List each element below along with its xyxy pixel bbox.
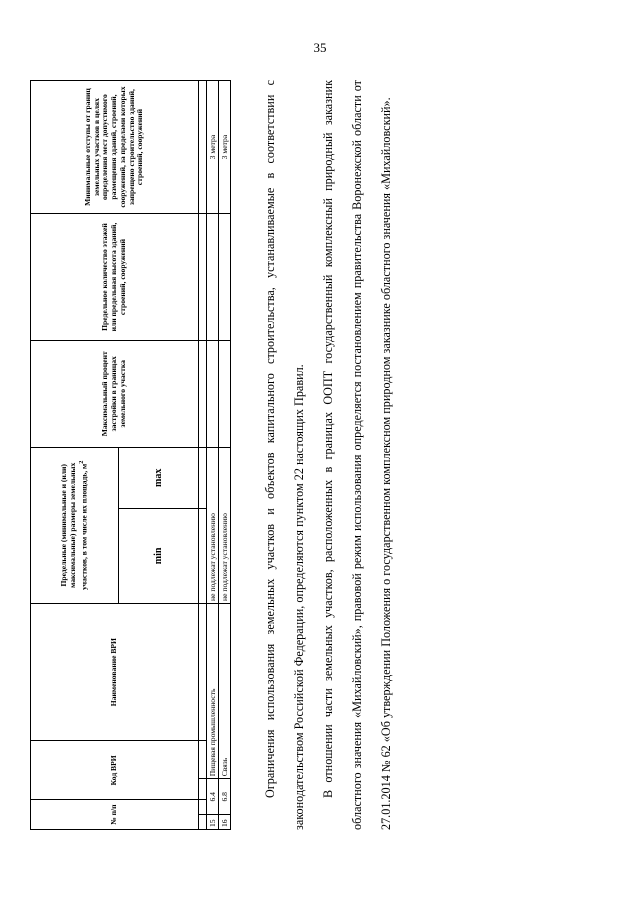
page-number: 35 (313, 40, 327, 55)
row-size: не подлежат установлению (219, 447, 231, 603)
row-floors (219, 214, 231, 341)
row-setback: 3 метра (207, 81, 219, 214)
row-setback: 3 метра (219, 81, 231, 214)
header-code: Код ВРИ (31, 741, 199, 800)
table-row (207, 81, 219, 830)
header-name: Наименование ВРИ (31, 603, 199, 740)
row-num: 15 (207, 815, 219, 830)
row-code: 6.4 (207, 779, 219, 815)
header-sizes (31, 447, 119, 603)
rotated-content (30, 65, 610, 875)
header-max: max (119, 447, 199, 508)
row-name: Пищевая промышленность (207, 603, 219, 778)
row-code: 6.8 (219, 779, 231, 815)
header-min: min (119, 508, 199, 603)
header-setbacks: Минимальные отступы от границ земельных участков в целях определения мест допустимого размещения зданий, строений, сооружений, за пределами которых запрещено строительство зданий, строений, сооружений (31, 81, 199, 214)
header-percent: Максимальный процент застройки в границах земельного участка (31, 340, 199, 447)
header-floors: Предельное количество этажей или предельная высота зданий, строений, сооружений (31, 214, 199, 341)
paragraph-reserve: В отношении части земельных участков, расположенных в границах ООПТ государственный комплексный природный заказник областного значения «Михайловский», правовой режим использования определяется постановлением правительства Воронежской области от 27.01.2014 № 62 «Об утверждении Положения о государственном комплексном природном заказнике областного значения «Михайловский». (321, 80, 393, 830)
header-sizes-text: Предельные (минимальные и (или) максимальные) размеры земельных участков, в том числе их площадь, м (59, 462, 89, 590)
row-num: 16 (219, 815, 231, 830)
row-percent (219, 340, 231, 447)
table-row (219, 81, 231, 830)
table-spacer-row (199, 81, 207, 830)
header-sizes-sup: 2 (77, 460, 85, 464)
row-percent (207, 340, 219, 447)
table-header-row (31, 81, 119, 830)
regulations-table (30, 80, 231, 830)
header-num: № п/п (31, 800, 199, 830)
row-size: не подлежат установлению (207, 447, 219, 603)
row-name: Связь (219, 603, 231, 778)
paragraph-restrictions: Ограничения использования земельных участков и объектов капитального строительства, устанавливаемые в соответствии с законодательством Российской Федерации, определяются пунктом 22 настоящих Правил. (263, 80, 306, 830)
row-floors (207, 214, 219, 341)
